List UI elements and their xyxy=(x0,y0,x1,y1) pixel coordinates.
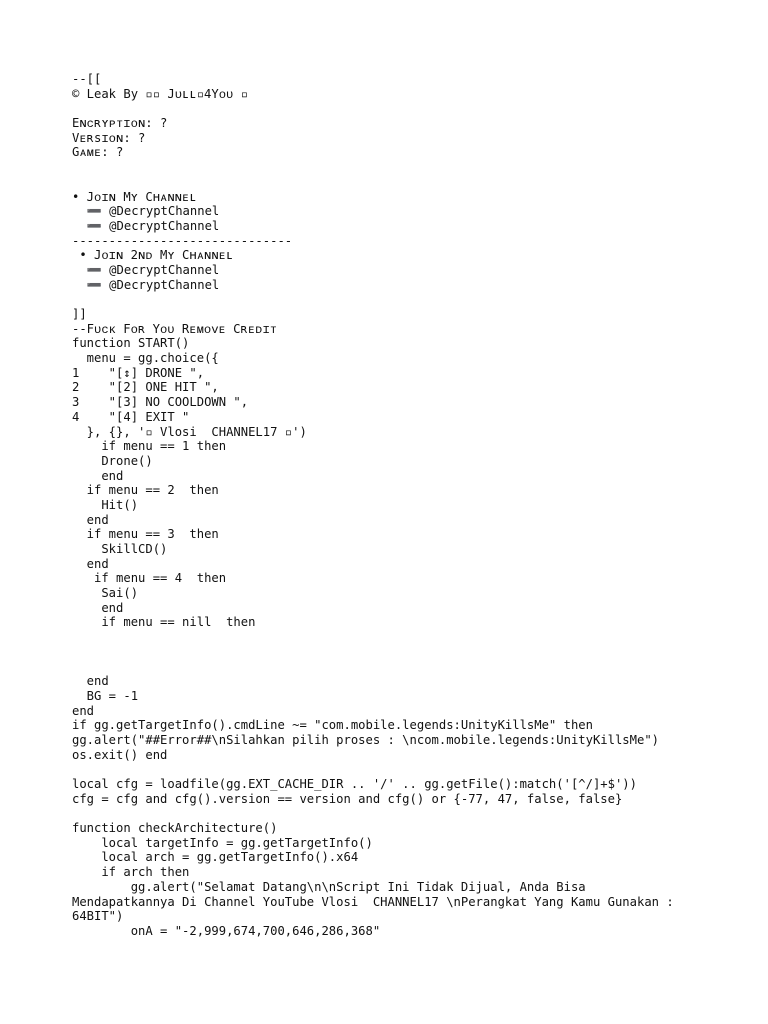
code-line: if menu == nill then xyxy=(72,615,256,630)
code-line: end xyxy=(72,703,95,718)
code-line xyxy=(72,660,732,675)
code-line: cfg = cfg and cfg().version == version and cfg() or {-77, 47, false, false} xyxy=(72,791,623,806)
code-line: onA = "-2,999,674,700,646,286,368" xyxy=(72,923,381,938)
code-line: SkillCD() xyxy=(72,542,168,556)
code-line: if gg.getTargetInfo().cmdLine ~= "com.mobile.legends:UnityKillsMe" then xyxy=(72,718,593,733)
code-line xyxy=(72,762,732,777)
code-line: Sai() xyxy=(72,586,139,601)
code-line xyxy=(72,630,732,645)
code-line: • Jᴏɪɴ 2ɴᴅ Mʏ Cʜᴀɴɴᴇʟ xyxy=(72,248,234,263)
code-line: ➖ @DecryptChannel xyxy=(72,262,220,277)
code-line: end xyxy=(72,556,109,571)
code-line: menu = gg.choice({ xyxy=(72,351,219,366)
code-line: os.exit() end xyxy=(72,747,168,762)
code-line: ➖ @DecryptChannel xyxy=(72,277,220,292)
code-line: BG = -1 xyxy=(72,688,139,703)
code-line: ➖ @DecryptChannel xyxy=(72,204,220,219)
code-line xyxy=(72,806,732,821)
code-line xyxy=(72,160,732,175)
code-line: function checkArchitecture() xyxy=(72,821,278,836)
code-line: © Leak By ▫▫ Jᴜʟʟ▫4Yᴏᴜ ▫ xyxy=(72,86,249,101)
code-line: if menu == 1 then xyxy=(72,439,227,454)
code-line: Mendapatkannya Di Channel YouTube Vlosi CHANNEL17 \nPerangkat Yang Kamu Gunakan : xyxy=(72,894,674,909)
code-line: • Jᴏɪɴ Mʏ Cʜᴀɴɴᴇʟ xyxy=(72,189,197,204)
code-line: if menu == 2 then xyxy=(72,483,219,498)
code-line xyxy=(72,292,732,307)
code-line: Eɴᴄʀʏᴘᴛɪᴏɴ: ? xyxy=(72,116,168,131)
code-line: --[[ xyxy=(72,72,102,86)
code-line: function START() xyxy=(72,336,190,351)
code-line: }, {}, '▫ Vlosi CHANNEL17 ▫') xyxy=(72,424,307,439)
code-line: if arch then xyxy=(72,865,190,880)
code-line xyxy=(72,101,732,116)
code-line: local cfg = loadfile(gg.EXT_CACHE_DIR .. '/' .. gg.getFile():match('[^/]+$')) xyxy=(72,777,637,791)
code-line: end xyxy=(72,468,124,483)
code-line: Hit() xyxy=(72,497,139,512)
code-line: Drone() xyxy=(72,453,153,468)
code-line: local targetInfo = gg.getTargetInfo() xyxy=(72,835,373,850)
code-line: gg.alert("##Error##\nSilahkan pilih proses : \ncom.mobile.legends:UnityKillsMe") xyxy=(72,732,659,747)
code-line xyxy=(72,645,732,660)
code-line: end xyxy=(72,600,124,615)
code-line: local arch = gg.getTargetInfo().x64 xyxy=(72,850,359,865)
code-line: end xyxy=(72,512,109,527)
code-line: 1 "[↕] DRONE ", xyxy=(72,365,205,380)
code-line: 2 "[2] ONE HIT ", xyxy=(72,380,219,395)
code-line: gg.alert("Selamat Datang\n\nScript Ini Tidak Dijual, Anda Bisa xyxy=(72,879,586,894)
code-line: ➖ @DecryptChannel xyxy=(72,218,220,233)
code-line: if menu == 3 then xyxy=(72,527,219,542)
code-line: end xyxy=(72,674,109,689)
code-line: ]] xyxy=(72,307,87,321)
code-line: 64BIT") xyxy=(72,909,124,924)
code-line: --Fᴜᴄᴋ Fᴏʀ Yᴏᴜ Rᴇᴍᴏᴠᴇ Cʀᴇᴅɪᴛ xyxy=(72,321,278,336)
code-line: 3 "[3] NO COOLDOWN ", xyxy=(72,395,249,410)
code-line: Vᴇʀsɪᴏɴ: ? xyxy=(72,130,146,145)
code-line xyxy=(72,175,732,190)
code-line: ------------------------------ xyxy=(72,233,293,248)
code-line: Gᴀᴍᴇ: ? xyxy=(72,145,124,160)
code-line: 4 "[4] EXIT " xyxy=(72,409,190,424)
code-line: if menu == 4 then xyxy=(72,571,227,586)
code-document xyxy=(72,72,732,939)
